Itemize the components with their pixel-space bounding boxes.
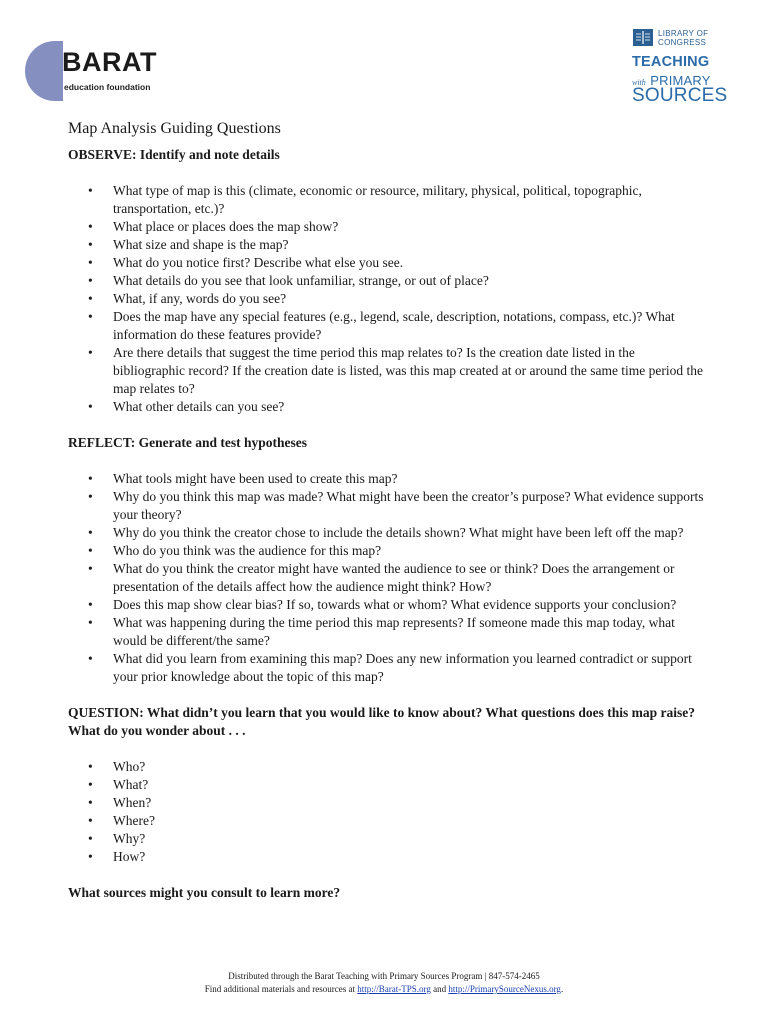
reflect-question-item: • What do you think the creator might have wanted the audience to see or think? Does the arrangement or presentation of the details affect how the audience might think? How? bbox=[68, 560, 708, 596]
reflect-question-item: • What did you learn from examining this map? Does any new information you learned contradict or support your prior knowledge about the topic of this map? bbox=[68, 650, 708, 686]
reflect-question-list bbox=[68, 470, 708, 686]
tps-with-primary: with PRIMARY bbox=[632, 73, 711, 88]
tps-teaching: TEACHING bbox=[632, 54, 710, 70]
reflect-question-item: • Does this map show clear bias? If so, towards what or whom? What evidence supports your conclusion? bbox=[68, 596, 708, 614]
wonder-question-item: • Who? bbox=[68, 758, 708, 776]
reflect-question-item: • Why do you think the creator chose to include the details shown? What might have been left off the map? bbox=[68, 524, 708, 542]
barat-wordmark: BARAT bbox=[62, 47, 157, 77]
wonder-question-item: • How? bbox=[68, 848, 708, 866]
wonder-question-item: • When? bbox=[68, 794, 708, 812]
observe-question-list bbox=[68, 182, 708, 416]
observe-question-item: • What other details can you see? bbox=[68, 398, 708, 416]
loc-book-icon bbox=[633, 29, 653, 46]
observe-question-item: • Does the map have any special features (e.g., legend, scale, description, notations, compass, etc.)? What information do these features provide? bbox=[68, 308, 708, 344]
observe-question-item: • What details do you see that look unfamiliar, strange, or out of place? bbox=[68, 272, 708, 290]
wonder-question-item: • Where? bbox=[68, 812, 708, 830]
observe-question-item: • What type of map is this (climate, economic or resource, military, physical, political, topographic, transportation, etc.)? bbox=[68, 182, 708, 218]
page-footer bbox=[0, 970, 768, 996]
reflect-question-item: • Why do you think this map was made? What might have been the creator’s purpose? What evidence supports your theory? bbox=[68, 488, 708, 524]
footer-distribution-line: Distributed through the Barat Teaching with Primary Sources Program | 847-574-2465 bbox=[228, 971, 540, 981]
barat-logo bbox=[24, 40, 164, 104]
wonder-question-list bbox=[68, 758, 708, 866]
reflect-question-item: • What tools might have been used to create this map? bbox=[68, 470, 708, 488]
observe-heading: OBSERVE: Identify and note details bbox=[68, 147, 280, 162]
loc-name: LIBRARY OF CONGRESS bbox=[658, 29, 709, 47]
tps-sources: SOURCES bbox=[632, 85, 728, 106]
document-title: Map Analysis Guiding Questions bbox=[68, 120, 281, 137]
observe-question-item: • What size and shape is the map? bbox=[68, 236, 708, 254]
loc-tps-logo bbox=[632, 28, 728, 106]
reflect-question-item: • What was happening during the time period this map represents? If someone made this map today, what would be different/the same? bbox=[68, 614, 708, 650]
observe-question-item: • Are there details that suggest the time period this map relates to? Is the creation date listed in the bibliographic record? If the creation date is listed, was this map created at or around the same time period the map relates to? bbox=[68, 344, 708, 398]
barat-tagline: education foundation bbox=[64, 82, 151, 92]
barat-tps-link[interactable]: http://Barat-TPS.org bbox=[357, 984, 431, 994]
reflect-question-item: • Who do you think was the audience for this map? bbox=[68, 542, 708, 560]
question-heading: QUESTION: What didn’t you learn that you would like to know about? What questions does this map raise? What do you wonder about . . . bbox=[68, 705, 695, 738]
observe-question-item: • What place or places does the map show? bbox=[68, 218, 708, 236]
wonder-question-item: • Why? bbox=[68, 830, 708, 848]
primary-source-nexus-link[interactable]: http://PrimarySourceNexus.org bbox=[448, 984, 561, 994]
sources-prompt: What sources might you consult to learn more? bbox=[68, 885, 341, 900]
reflect-heading: REFLECT: Generate and test hypotheses bbox=[68, 435, 307, 450]
observe-question-item: • What, if any, words do you see? bbox=[68, 290, 708, 308]
footer-resources-line: Find additional materials and resources at http://Barat-TPS.org and http://PrimarySourceNexus.org. bbox=[204, 984, 564, 994]
document-body bbox=[68, 120, 708, 902]
observe-question-item: • What do you notice first? Describe what else you see. bbox=[68, 254, 708, 272]
wonder-question-item: • What? bbox=[68, 776, 708, 794]
